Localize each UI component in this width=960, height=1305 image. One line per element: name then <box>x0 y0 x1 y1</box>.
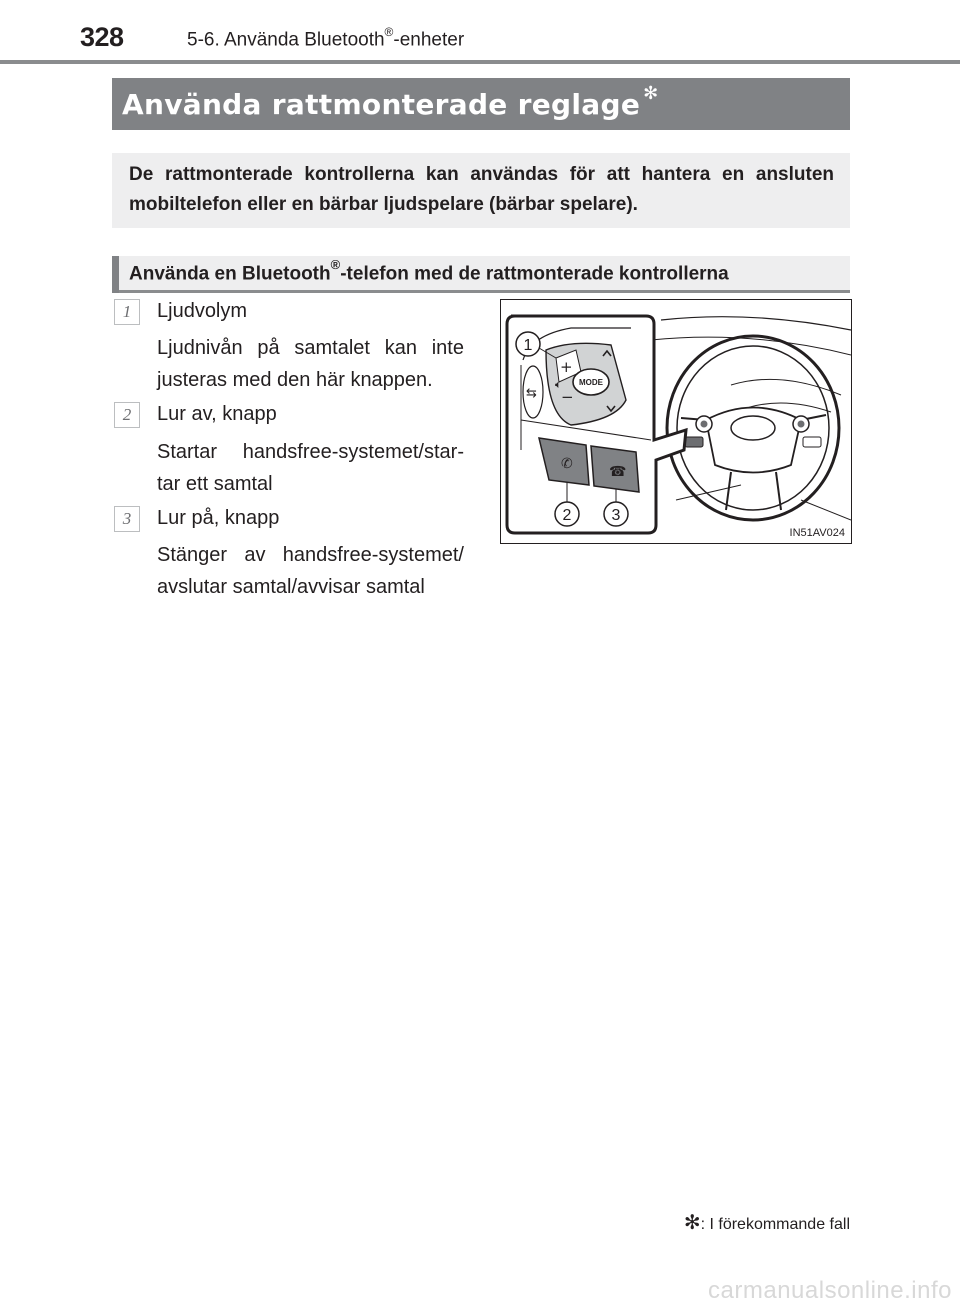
steering-controls-figure <box>500 299 852 544</box>
page-title: Använda rattmonterade reglage <box>122 87 641 121</box>
footnote-text: : I förekommande fall <box>700 1216 850 1233</box>
intro-text: De rattmonterade kontrollerna kan användas för att hantera en ansluten mobiltelefon eller en bärbar ljudspelare (bärbar spelare). <box>129 164 834 215</box>
item-title-1: Ljudvolym <box>157 300 248 322</box>
header-rule <box>0 60 960 64</box>
figure-code: IN51AV024 <box>789 527 845 539</box>
phone-hangup-icon: ☎ <box>609 464 627 480</box>
subsection-accent <box>112 256 119 293</box>
subsection-suffix: -telefon med de rattmonterade kontrollerna <box>340 263 729 285</box>
item-number-1: 1 <box>114 299 140 325</box>
volume-down-icon: − <box>561 388 574 406</box>
item-number-2: 2 <box>114 402 140 428</box>
watermark: carmanualsonline.info <box>708 1277 952 1304</box>
asterisk-icon: ✻ <box>683 1210 701 1234</box>
section-prefix: 5-6. Använda Bluetooth <box>187 29 385 51</box>
phone-pickup-icon: ✆ <box>561 456 573 472</box>
volume-up-icon: + <box>560 358 573 376</box>
section-header <box>187 27 464 51</box>
page-number: 328 <box>80 22 124 52</box>
item-title-2: Lur av, knapp <box>157 403 277 425</box>
callout-1: 1 <box>523 337 533 354</box>
intro-box <box>112 153 850 228</box>
steering-wheel-illustration <box>501 300 851 543</box>
subsection-header <box>112 256 850 293</box>
item-title-3: Lur på, knapp <box>157 507 280 529</box>
mode-button-label: MODE <box>579 378 603 387</box>
steering-wheel-icon <box>667 336 839 520</box>
item-desc-2: Startar handsfree-systemet/star-tar ett samtal <box>157 441 464 495</box>
title-bar <box>112 78 850 130</box>
registered-mark: ® <box>384 25 394 39</box>
item-desc-3: Stänger av handsfree-systemet/ avslutar samtal/avvisar samtal <box>157 544 464 598</box>
callout-2: 2 <box>562 507 572 524</box>
voice-icon: ⇆ <box>526 386 537 401</box>
item-desc-1: Ljudnivån på samtalet kan inte justeras med den här knappen. <box>157 337 464 391</box>
item-number-3: 3 <box>114 506 140 532</box>
subsection-prefix: Använda en Bluetooth <box>129 263 331 285</box>
asterisk-icon: ✻ <box>643 82 659 104</box>
subsection-title <box>129 257 729 285</box>
section-suffix: -enheter <box>393 29 465 51</box>
mute-icon: 🔈︎ <box>555 378 562 391</box>
footnote <box>684 1210 850 1234</box>
registered-mark: ® <box>330 257 341 272</box>
callout-3: 3 <box>611 507 621 524</box>
